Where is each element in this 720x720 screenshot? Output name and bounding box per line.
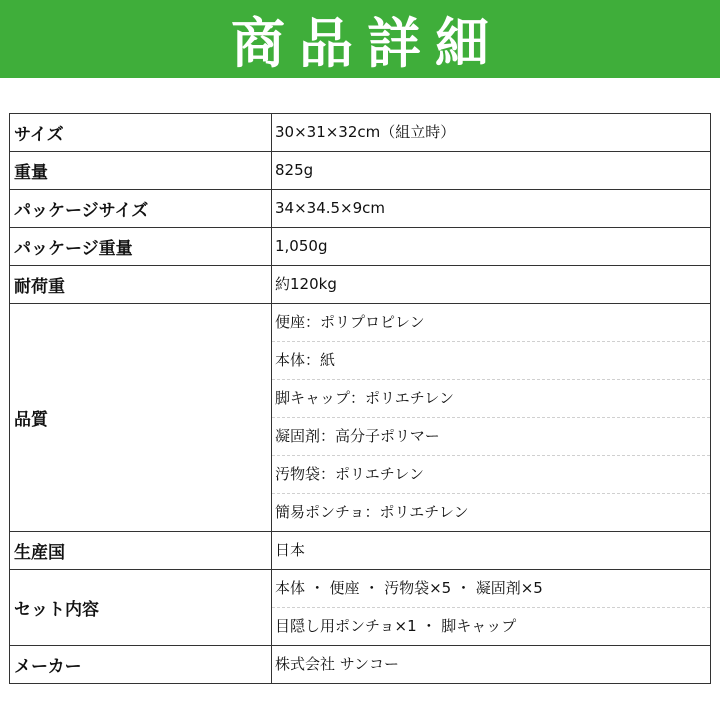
row-value: 約120kg <box>275 275 337 293</box>
table-row <box>10 304 711 532</box>
row-value-cell <box>272 190 711 228</box>
table-row <box>10 152 711 190</box>
row-label-cell <box>10 114 272 152</box>
header-banner <box>0 0 720 78</box>
table-row <box>10 646 711 684</box>
row-value-cell <box>272 646 711 684</box>
row-value: 脚キャップ：ポリエチレン <box>272 379 710 417</box>
row-value-cell <box>272 304 711 532</box>
row-value: 825g <box>275 161 314 179</box>
row-value: 凝固剤：高分子ポリマー <box>272 417 710 455</box>
table-row <box>10 532 711 570</box>
table-row <box>10 266 711 304</box>
row-label-cell <box>10 228 272 266</box>
row-value-cell <box>272 152 711 190</box>
row-label-cell <box>10 646 272 684</box>
row-label: 生産国 <box>14 543 65 563</box>
row-label: 品質 <box>14 410 48 430</box>
row-value: 簡易ポンチョ：ポリエチレン <box>272 493 710 531</box>
row-value-cell <box>272 114 711 152</box>
row-label-cell <box>10 304 272 532</box>
table-row <box>10 228 711 266</box>
table-row <box>10 114 711 152</box>
row-value: 日本 <box>275 541 306 559</box>
page-title: 商品詳細 <box>231 11 503 75</box>
row-value: 本体 ・ 便座 ・ 汚物袋×5 ・ 凝固剤×5 <box>275 579 543 597</box>
row-value-cell <box>272 532 711 570</box>
row-value-cell <box>272 570 711 646</box>
table-row <box>10 190 711 228</box>
spec-table <box>9 113 711 684</box>
row-label: パッケージ重量 <box>14 239 133 259</box>
row-value-cell <box>272 228 711 266</box>
row-value: 目隠し用ポンチョ×1 ・ 脚キャップ <box>272 607 710 645</box>
table-row <box>10 570 711 646</box>
row-label: 耐荷重 <box>14 277 65 297</box>
row-label: 重量 <box>14 163 48 183</box>
row-label: メーカー <box>14 657 82 677</box>
row-label-cell <box>10 152 272 190</box>
row-label-cell <box>10 532 272 570</box>
row-value: 本体：紙 <box>272 341 710 379</box>
row-value: 1,050g <box>275 237 328 255</box>
row-label: サイズ <box>14 125 64 145</box>
row-label-cell <box>10 190 272 228</box>
row-value: 34×34.5×9cm <box>275 199 386 217</box>
row-label-cell <box>10 570 272 646</box>
row-label: セット内容 <box>14 600 99 620</box>
row-value-cell <box>272 266 711 304</box>
row-value: 汚物袋：ポリエチレン <box>272 455 710 493</box>
row-value: 株式会社 サンコー <box>275 655 400 673</box>
row-label-cell <box>10 266 272 304</box>
row-value: 便座：ポリプロピレン <box>275 313 425 331</box>
row-value: 30×31×32cm（組立時） <box>275 123 456 141</box>
row-label: パッケージサイズ <box>14 201 149 221</box>
